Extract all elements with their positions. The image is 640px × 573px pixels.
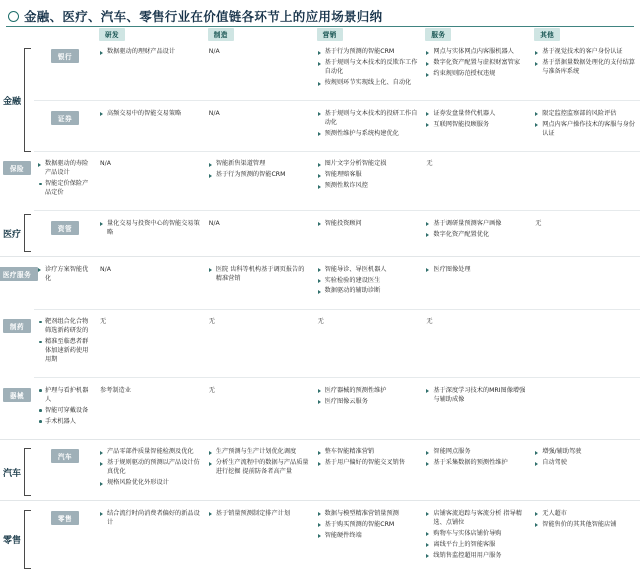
row-chip-automotive: 汽车 xyxy=(34,444,96,500)
row-chip-securities: 证券 xyxy=(34,106,96,151)
grid-corner-spacer-2 xyxy=(34,28,96,44)
cell-pharma-manufacturing: 无 xyxy=(100,318,107,326)
sector-label-retail: 零售 xyxy=(0,506,34,573)
cell-pharma-other: 无 xyxy=(426,318,433,326)
row-divider xyxy=(34,309,640,310)
row-divider xyxy=(34,377,640,378)
cell-medical-service-service: 智能导诊、导医机器人 实验检验的建设医生 数据驱动的辅助诊断 xyxy=(314,262,423,309)
sector-label-automotive: 汽车 xyxy=(0,444,34,500)
cell-retail-rd: 结合流行时尚消费者偏好的新品设计 xyxy=(96,506,205,573)
cell-pharma-service: 无 xyxy=(317,318,324,326)
row-chip-retail: 零售 xyxy=(34,506,96,573)
grid-corner-spacer xyxy=(0,28,34,44)
cell-automotive-marketing: 整车智能精准营销 基于用户偏好的智能交叉销售 xyxy=(314,444,423,500)
cell-assetmgmt-other: 无 xyxy=(535,219,542,227)
cell-devices-manufacturing: 参考制造业 xyxy=(100,386,131,394)
cell-securities-marketing: 基于规则与文本技术的投研工作自动化 预测性维护与系统构建优化 xyxy=(314,106,423,151)
cell-securities-other: 限定监控监察部的风险评估 网点内客户操作技术的客服与身份认证 xyxy=(531,106,640,151)
row-chip-medical-service: 医疗服务 xyxy=(0,262,34,309)
cell-bank-other: 基于视觉技术的客户身份认证 基于票据量数据处理化的支付结算与准备库系统 xyxy=(531,44,640,100)
column-header-service: 服务 xyxy=(422,28,531,44)
cell-devices-service: 医疗器械的预测性维护 医疗图像云服务 xyxy=(314,383,423,439)
cell-automotive-manufacturing: 生产预测与生产计划优化调度 分析生产流程中的数据与产品质量进行挖掘 提前防备者高产量 xyxy=(205,444,314,500)
cell-insurance-rd: 数据驱动的寿险产品设计 智能定价保险产品定价 xyxy=(34,156,96,210)
cell-securities-manufacturing: N/A xyxy=(208,109,220,117)
value-chain-grid xyxy=(0,28,640,573)
cell-insurance-marketing: 智能新售渠道管理 基于行为预测的智能CRM xyxy=(205,156,314,210)
row-chip-devices: 器械 xyxy=(0,383,34,439)
cell-pharma-rd: 靶剂组合化合物筛选新药研发的 精准至临患者群体加速新药使用用期 xyxy=(34,314,96,377)
cell-assetmgmt-manufacturing: N/A xyxy=(208,219,220,227)
sector-label-healthcare: 医疗 xyxy=(0,210,34,256)
cell-devices-rd: 护理与看护机器人 智能可穿戴设备 手术机器人 xyxy=(34,383,96,439)
sector-label-finance: 金融 xyxy=(0,44,34,156)
cell-assetmgmt-rd: 量化交易与投资中心的智能交易策略 xyxy=(96,216,205,252)
cell-automotive-rd: 产品零部件质量智能检测及优化 基于规则驱动的预测以产品设计仿真优化 规格风险优化外形设计 xyxy=(96,444,205,500)
column-header-rd: 研发 xyxy=(96,28,205,44)
sector-divider xyxy=(0,439,640,440)
page-title-text: 金融、医疗、汽车、零售行业在价值链各环节上的应用场景归纳 xyxy=(24,9,383,24)
row-divider xyxy=(34,210,640,211)
row-chip-insurance: 保险 xyxy=(0,156,34,210)
cell-insurance-other: 无 xyxy=(426,160,433,168)
cell-bank-rd: 数据驱动的理财产品设计 xyxy=(96,44,205,100)
cell-retail-marketing: 数据与模型精准营销量预测 基于购买预测的智能CRM 智能硬件终端 xyxy=(314,506,423,573)
cell-medical-service-marketing: 医院 齿科等机构基于调页报告的精准营销 xyxy=(205,262,314,309)
sector-divider xyxy=(0,256,640,257)
row-divider xyxy=(34,100,640,101)
cell-assetmgmt-service: 基于调研量预测客户画像 数字化资产配置优化 xyxy=(422,216,531,252)
cell-securities-rd: 高频交易中的智能交易策略 xyxy=(96,106,205,151)
cell-medical-service-manufacturing: N/A xyxy=(100,265,111,273)
cell-securities-service: 证券发盘量替代机器人 互联网智能投顾服务 xyxy=(422,106,531,151)
cell-medical-service-rd: 诊疗方案智能优化 xyxy=(34,262,96,309)
row-chip-assetmgmt: 资管 xyxy=(34,216,96,252)
cell-devices-other: 基于深度学习技术的MRI图像增强与辅助成像 xyxy=(422,383,531,439)
bullet-icon xyxy=(8,11,19,22)
cell-bank-manufacturing: N/A xyxy=(208,48,220,55)
sector-divider xyxy=(0,500,640,501)
row-chip-bank: 银行 xyxy=(34,44,96,100)
cell-pharma-marketing: 无 xyxy=(208,318,215,326)
cell-retail-manufacturing: 基于销量预测制定排产计划 xyxy=(205,506,314,573)
row-chip-pharma: 制药 xyxy=(0,314,34,377)
cell-bank-service: 网点与实体网点内客服机器人 数字化资产配置与虚拟财富管家 约束规则防范授权违规 xyxy=(422,44,531,100)
cell-insurance-manufacturing: N/A xyxy=(100,160,111,168)
column-header-other: 其他 xyxy=(531,28,640,44)
cell-medical-service-other: 医疗图像处理 xyxy=(422,262,531,309)
title-divider xyxy=(6,26,634,27)
cell-automotive-service: 智能网点服务 基于采集数据的预测性维护 xyxy=(422,444,531,500)
row-divider xyxy=(34,151,640,152)
cell-devices-marketing: 无 xyxy=(208,386,215,394)
cell-retail-service: 店铺客流追踪与客流分析 指导精选、点铺位 购物车与实体店铺价导购 离线平台上的智能客服 线销售监控超用用户服务 xyxy=(422,506,531,573)
cell-automotive-other: 增强/辅助驾驶 自动驾驶 xyxy=(531,444,640,500)
column-header-marketing: 营销 xyxy=(314,28,423,44)
cell-retail-other: 无人超市 智能售价的其其他智能店铺 xyxy=(531,506,640,573)
cell-bank-marketing: 基于行为预测的智能CRM 基于规则与文本技术的反欺诈工作自动化 按规则环节实现线上化、自动化 xyxy=(314,44,423,100)
column-header-manufacturing: 制造 xyxy=(205,28,314,44)
cell-assetmgmt-marketing: 智能投资顾问 xyxy=(314,216,423,252)
cell-insurance-service: 图片文字分析智能定损 智能理赔客服 预测性欺诈风控 xyxy=(314,156,423,210)
